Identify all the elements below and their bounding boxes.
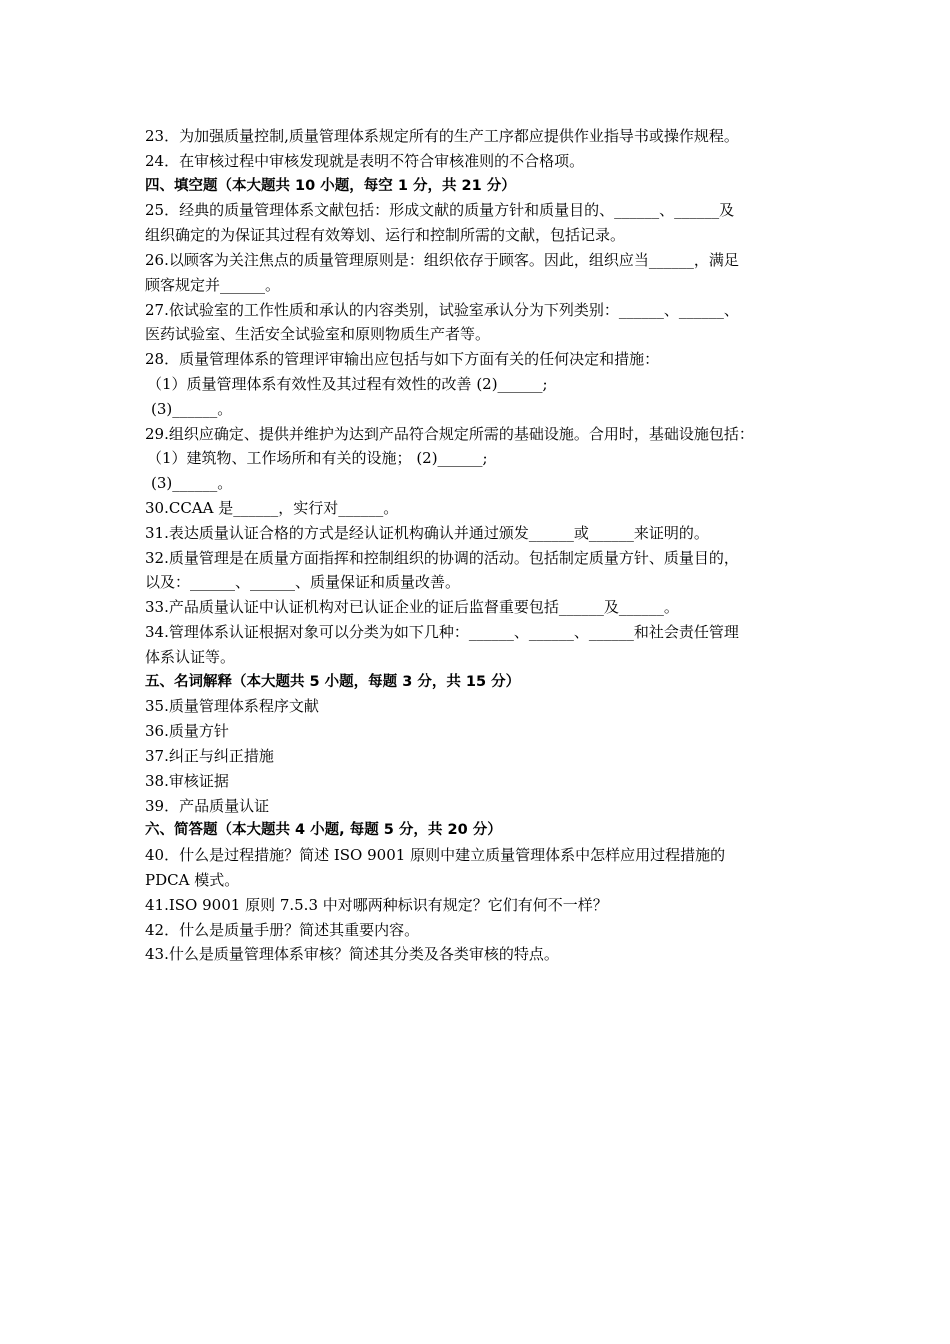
text-line-q30: 30.CCAA 是______，实行对______。: [145, 498, 399, 517]
text-line-q37: 37.纠正与纠正措施: [145, 746, 274, 765]
text-line-q26-cont: 顾客规定并______。: [145, 275, 281, 294]
text-line-q25: 25．经典的质量管理体系文献包括：形成文献的质量方针和质量目的、______、______及: [145, 201, 735, 220]
text-line-q29-item3: (3)______。: [151, 474, 233, 493]
text-line-q35: 35.质量管理体系程序文献: [145, 697, 319, 716]
text-line-q33: 33.产品质量认证中认证机构对已认证企业的证后监督重要包括______及______。: [145, 598, 679, 617]
text-line-q34: 34.管理体系认证根据对象可以分类为如下几种：______、______、______和社会责任管理: [145, 622, 739, 641]
text-line-q31: 31.表达质量认证合格的方式是经认证机构确认并通过颁发______或______来证明的。: [145, 523, 709, 542]
text-line-q24: 24．在审核过程中审核发现就是表明不符合审核准则的不合格项。: [145, 151, 585, 170]
text-line-q38: 38.审核证据: [145, 771, 229, 790]
text-line-q28: 28．质量管理体系的管理评审输出应包括与如下方面有关的任何决定和措施：: [145, 350, 660, 369]
text-line-q28-item3: (3)______。: [151, 399, 233, 418]
text-line-q26: 26.以顾客为关注焦点的质量管理原则是：组织依存于顾客。因此，组织应当______，满足: [145, 250, 739, 269]
text-line-q41: 41.ISO 9001 原则 7.5.3 中对哪两种标识有规定？它们有何不一样？: [145, 895, 608, 914]
text-line-q28-item1: （1）质量管理体系有效性及其过程有效性的改善 (2)______;: [147, 374, 548, 393]
text-line-q27: 27.依试验室的工作性质和承认的内容类别，试验室承认分为下列类别：______、______、: [145, 300, 739, 319]
text-line-q27-cont: 医药试验室、生活安全试验室和原则物质生产者等。: [145, 325, 491, 344]
text-line-q40: 40．什么是过程措施？简述 ISO 9001 原则中建立质量管理体系中怎样应用过程措施的: [145, 846, 726, 865]
text-line-q34-cont: 体系认证等。: [145, 647, 236, 666]
text-line-q40-cont: PDCA 模式。: [145, 870, 240, 889]
text-line-q43: 43.什么是质量管理体系审核？简述其分类及各类审核的特点。: [145, 945, 559, 964]
section-heading-short-answer: 六、简答题（本大题共 4 小题, 每题 5 分，共 20 分）: [145, 822, 502, 839]
text-line-q42: 42．什么是质量手册？简述其重要内容。: [145, 920, 420, 939]
text-line-q39: 39．产品质量认证: [145, 796, 270, 815]
text-line-q23: 23．为加强质量控制,质量管理体系规定所有的生产工序都应提供作业指导书或操作规程。: [145, 127, 739, 145]
text-line-q32: 32.质量管理是在质量方面指挥和控制组织的协调的活动。包括制定质量方针、质量目的，: [145, 548, 739, 567]
text-line-q29-item1: （1）建筑物、工作场所和有关的设施； (2)______;: [147, 449, 488, 468]
text-line-q32-cont: 以及：______、______、质量保证和质量改善。: [145, 573, 461, 592]
section-heading-fill-in: 四、填空题（本大题共 10 小题，每空 1 分，共 21 分）: [145, 177, 516, 194]
document-page: [145, 124, 825, 967]
text-line-q36: 36.质量方针: [145, 722, 229, 741]
text-line-q25-cont: 组织确定的为保证其过程有效筹划、运行和控制所需的文献，包括记录。: [145, 226, 626, 245]
text-line-q29: 29.组织应确定、提供并维护为达到产品符合规定所需的基础设施。合用时，基础设施包括：: [145, 424, 754, 443]
section-heading-definitions: 五、名词解释（本大题共 5 小题，每题 3 分，共 15 分）: [145, 673, 521, 690]
